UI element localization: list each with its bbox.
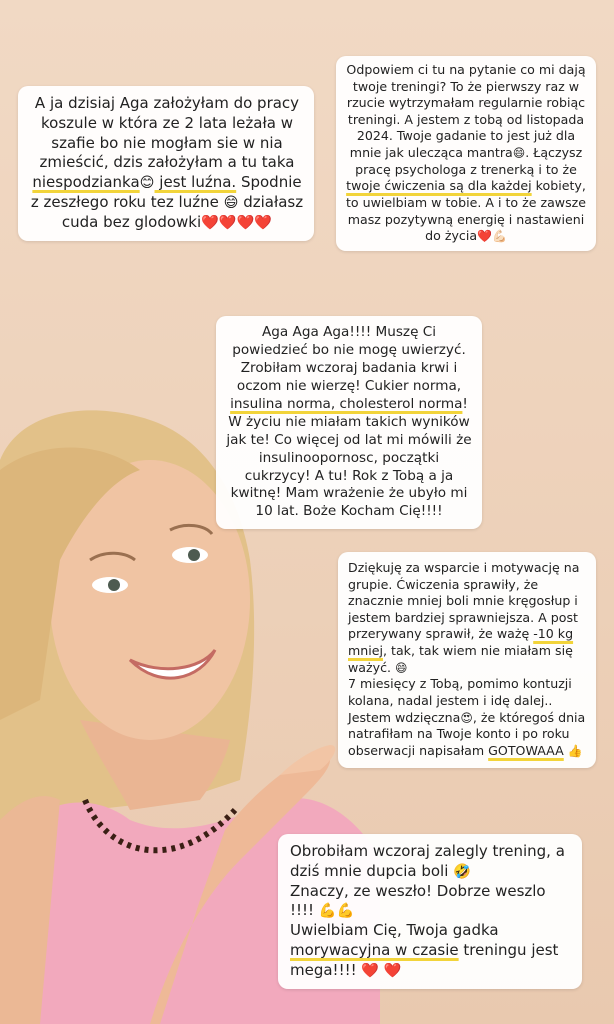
message-bubble-3 (216, 316, 482, 529)
flexed-biceps-emoji-icon: 💪💪 (318, 903, 355, 920)
line (290, 842, 570, 882)
heart-muscle-emoji-icon: ❤️💪🏻 (477, 229, 507, 244)
text: Znaczy, ze weszło! Dobrze weszlo !!!! (290, 881, 546, 920)
message-bubble-1 (18, 86, 314, 241)
heart-eyes-emoji-icon: 😍 (460, 710, 473, 725)
highlighted-text: morywacyjna w czasie (290, 940, 459, 959)
highlighted-text: twoje ćwiczenia są dla każdej (346, 178, 532, 194)
text: , że któregoś dnia natrafiłam na Twoje konto i po roku obserwacji napisałam (348, 709, 586, 759)
highlighted-text: insulina norma, cholesterol norma (230, 395, 463, 412)
text: . Łączysz pracę psychologa z trenerką i to że (355, 145, 583, 177)
highlighted-text: GOTOWAAA (488, 743, 564, 759)
hearts-emoji-icon: ❤️ ❤️ (361, 962, 402, 979)
text: 7 miesięcy z Tobą, pomimo kontuzji kolana, nadal jestem i idę dalej.. Jestem wdzięczna (348, 676, 572, 725)
text: Obrobiłam wczoraj zalegly trening, a dziś mnie dupcia boli (290, 842, 565, 880)
text: A ja dzisiaj Aga założyłam do pracy koszule w która ze 2 lata leżała w szafie bo nie mogłam sie w nia zmieścić, dzis założyłam a tu taka (34, 94, 300, 172)
text: Uwielbiam Cię, Twoja gadka (290, 921, 499, 940)
text: kobiety, to uwielbiam w tobie. A i to że zawsze masz pozytywną energię i nastawieni do życia (345, 178, 587, 244)
message-bubble-5 (278, 834, 582, 989)
message-bubble-4 (338, 552, 596, 768)
text: Aga Aga Aga!!!! Muszę Ci powiedzieć bo nie mogę uwierzyć. Zrobiłam wczoraj badania krwi i oczom nie wierzę! Cukier norma, (232, 324, 466, 394)
grin-emoji-icon: 😄 (223, 194, 239, 211)
text: , tak, tak wiem nie miałam się ważyć. (348, 643, 573, 675)
hearts-emoji-icon: ❤️❤️❤️❤️ (201, 214, 273, 231)
text: Spodnie z zeszłego roku tez luźne (30, 173, 302, 211)
grin-emoji-icon: 😄 (512, 146, 526, 161)
text: ! W życiu nie miałam takich wyników jak te! Co więcej od lat mi mówili że insulinoopornosc, początki cukrzycy! A tu! Rok z Tobą a ja kwitnę! Mam wrażenie że ubyło mi 10 lat. Boże Kocham Cię!!!! (226, 395, 472, 520)
text: działasz cuda bez glodowki (61, 192, 304, 231)
text: Odpowiem ci tu na pytanie co mi dają twoje treningi? To że pierwszy raz w rzucie wytrzymałam regularnie robiąc treningi. A jestem z tobą od listopada 2024. Twoje gadanie to jest już dla mnie jak ulecząca mantra (346, 62, 586, 161)
message-bubble-2 (336, 56, 596, 251)
smile-emoji-icon: 😊 (139, 175, 155, 192)
grin-emoji-icon: 😄 (395, 660, 408, 675)
line (290, 921, 570, 980)
text: Dziękuję za wsparcie i motywację na grupie. Ćwiczenia sprawiły, że znacznie mniej boli mnie kręgosłup i jestem bardziej sprawniejsza. A post przerywany sprawił, że ważę (348, 560, 580, 642)
thumbs-up-emoji-icon: 👍 (563, 744, 583, 759)
pointing-finger (280, 745, 335, 775)
highlighted-text: niespodzianka (32, 173, 140, 192)
highlighted-text: jest luźna. (154, 173, 237, 192)
rofl-emoji-icon: 🤣 (453, 863, 471, 880)
highlighted-text: -10 kg mniej (348, 626, 574, 659)
line (290, 882, 570, 922)
text: treningu jest mega!!!! (290, 940, 559, 979)
